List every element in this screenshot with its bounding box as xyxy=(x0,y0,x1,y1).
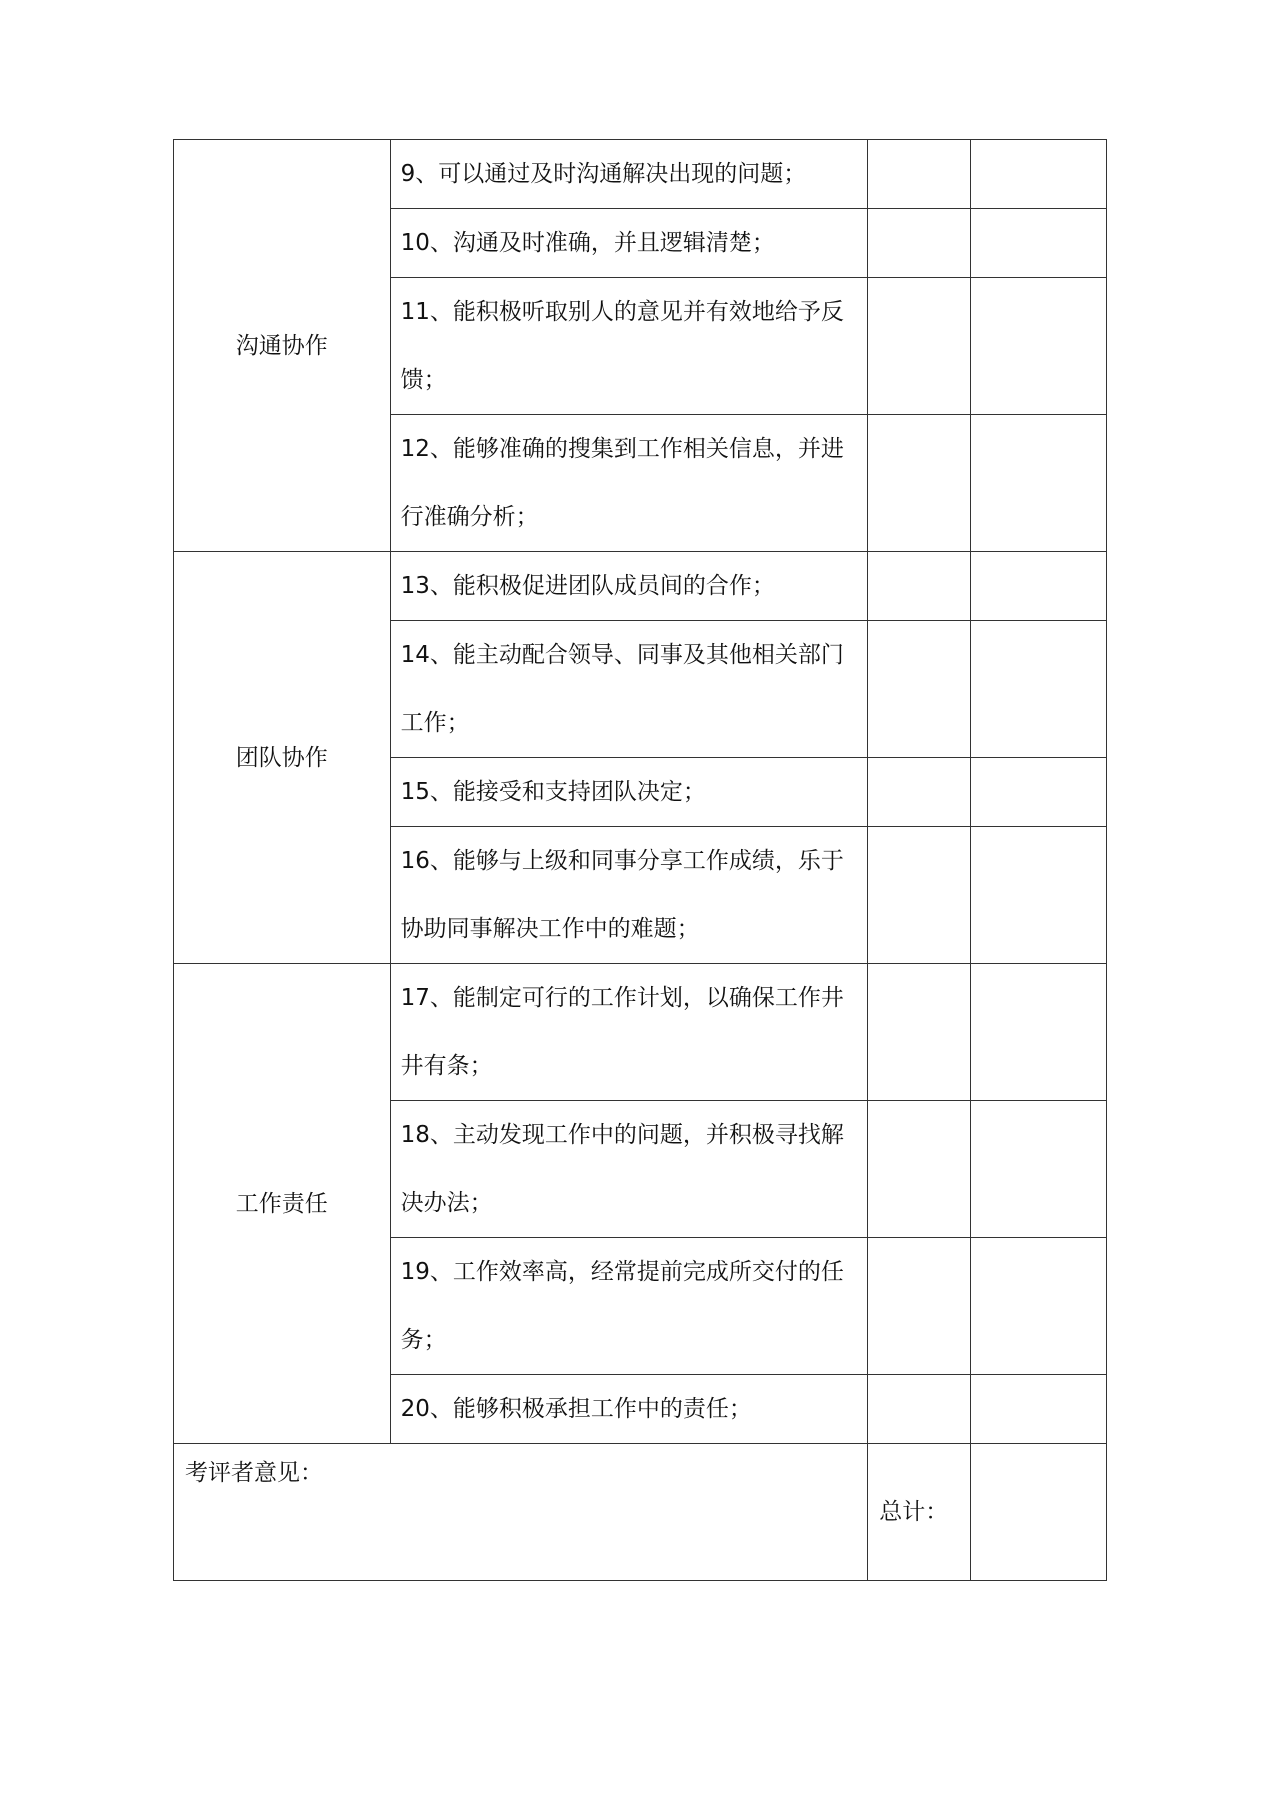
category-communication: 沟通协作 xyxy=(174,140,391,552)
evaluation-table xyxy=(173,139,1107,1581)
self-score-cell[interactable] xyxy=(868,1101,971,1238)
criteria-item: 14、能主动配合领导、同事及其他相关部门工作； xyxy=(390,621,868,758)
self-score-cell[interactable] xyxy=(868,278,971,415)
self-score-cell[interactable] xyxy=(868,827,971,964)
reviewer-score-cell[interactable] xyxy=(971,278,1107,415)
criteria-item: 20、能够积极承担工作中的责任； xyxy=(390,1375,868,1444)
self-score-cell[interactable] xyxy=(868,1238,971,1375)
table-row xyxy=(174,964,1107,1101)
criteria-item: 10、沟通及时准确，并且逻辑清楚； xyxy=(390,209,868,278)
reviewer-score-cell[interactable] xyxy=(971,827,1107,964)
reviewer-score-cell[interactable] xyxy=(971,209,1107,278)
reviewer-score-cell[interactable] xyxy=(971,415,1107,552)
self-score-cell[interactable] xyxy=(868,140,971,209)
criteria-item: 18、主动发现工作中的问题，并积极寻找解决办法； xyxy=(390,1101,868,1238)
criteria-item: 15、能接受和支持团队决定； xyxy=(390,758,868,827)
reviewer-score-cell[interactable] xyxy=(971,1375,1107,1444)
comments-label: 考评者意见： xyxy=(185,1460,323,1486)
criteria-item: 13、能积极促进团队成员间的合作； xyxy=(390,552,868,621)
category-responsibility: 工作责任 xyxy=(174,964,391,1444)
self-score-cell[interactable] xyxy=(868,758,971,827)
criteria-item: 19、工作效率高，经常提前完成所交付的任务； xyxy=(390,1238,868,1375)
reviewer-score-cell[interactable] xyxy=(971,1101,1107,1238)
table-row xyxy=(174,140,1107,209)
criteria-item: 9、可以通过及时沟通解决出现的问题； xyxy=(390,140,868,209)
reviewer-score-cell[interactable] xyxy=(971,621,1107,758)
self-score-cell[interactable] xyxy=(868,964,971,1101)
total-value-cell[interactable] xyxy=(971,1444,1107,1581)
self-score-cell[interactable] xyxy=(868,621,971,758)
self-score-cell[interactable] xyxy=(868,415,971,552)
reviewer-score-cell[interactable] xyxy=(971,552,1107,621)
reviewer-comments-cell[interactable] xyxy=(174,1444,868,1581)
reviewer-score-cell[interactable] xyxy=(971,140,1107,209)
category-teamwork: 团队协作 xyxy=(174,552,391,964)
reviewer-score-cell[interactable] xyxy=(971,1238,1107,1375)
self-score-cell[interactable] xyxy=(868,1375,971,1444)
table-row xyxy=(174,552,1107,621)
criteria-item: 16、能够与上级和同事分享工作成绩，乐于协助同事解决工作中的难题； xyxy=(390,827,868,964)
criteria-item: 12、能够准确的搜集到工作相关信息，并进行准确分析； xyxy=(390,415,868,552)
reviewer-score-cell[interactable] xyxy=(971,758,1107,827)
criteria-item: 17、能制定可行的工作计划，以确保工作井井有条； xyxy=(390,964,868,1101)
self-score-cell[interactable] xyxy=(868,209,971,278)
reviewer-score-cell[interactable] xyxy=(971,964,1107,1101)
total-label: 总计： xyxy=(868,1444,971,1581)
self-score-cell[interactable] xyxy=(868,552,971,621)
criteria-item: 11、能积极听取别人的意见并有效地给予反馈； xyxy=(390,278,868,415)
footer-row xyxy=(174,1444,1107,1581)
